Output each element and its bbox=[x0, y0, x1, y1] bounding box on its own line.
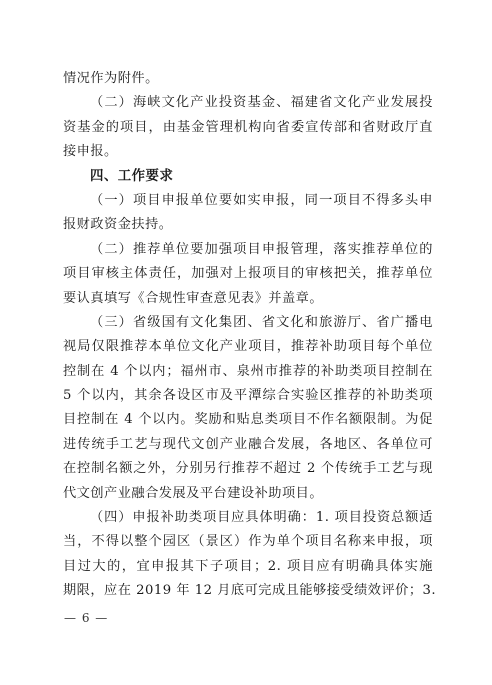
paragraph-line: 要认真填写《合规性审查意见表》并盖章。 bbox=[63, 290, 324, 306]
paragraph-line: 目控制在 4 个以内。奖励和贴息类项目不作名额限制。为促 bbox=[63, 412, 433, 428]
paragraph-line: （三）省级国有文化集团、省文化和旅游厅、省广播电 bbox=[90, 314, 433, 330]
paragraph-line: 情况作为附件。 bbox=[63, 71, 159, 86]
paragraph-line: 控制在 4 个以内；福州市、泉州市推荐的补助类项目控制在 bbox=[63, 363, 433, 379]
paragraph-line: 期限，应在 2019 年 12 月底可完成且能够接受绩效评价；3. bbox=[63, 583, 437, 599]
document-body bbox=[63, 67, 437, 604]
paragraph-line: 5 个以内，其余各设区市及平潭综合实验区推荐的补助类项 bbox=[63, 388, 433, 404]
paragraph-line: 视局仅限推荐本单位文化产业项目，推荐补助项目每个单位 bbox=[63, 339, 433, 355]
paragraph-line: 当，不得以整个园区（景区）作为单个项目名称来申报，项 bbox=[63, 534, 433, 550]
paragraph-line: 进传统手工艺与现代文创产业融合发展，各地区、各单位可 bbox=[63, 436, 433, 452]
section-heading: 四、工作要求 bbox=[90, 168, 174, 184]
paragraph-line: 项目审核主体责任，加强对上报项目的审核把关，推荐单位 bbox=[63, 266, 433, 282]
paragraph-line: 资基金的项目，由基金管理机构向省委宣传部和省财政厅直 bbox=[63, 119, 433, 135]
paragraph-line: 在控制名额之外，分别另行推荐不超过 2 个传统手工艺与现 bbox=[63, 461, 433, 477]
paragraph-line: （二）推荐单位要加强项目申报管理，落实推荐单位的 bbox=[90, 241, 433, 257]
paragraph-line: （四）申报补助类项目应具体明确：1. 项目投资总额适 bbox=[90, 510, 433, 526]
paragraph-line: （二）海峡文化产业投资基金、福建省文化产业发展投 bbox=[90, 95, 433, 111]
paragraph-line: 报财政资金扶持。 bbox=[63, 217, 173, 233]
page-number: — 6 — bbox=[64, 611, 109, 625]
paragraph-line: （一）项目申报单位要如实申报，同一项目不得多头申 bbox=[90, 192, 433, 208]
paragraph-line: 接申报。 bbox=[63, 144, 118, 160]
paragraph-line: 目过大的，宜申报其下子项目；2. 项目应有明确具体实施 bbox=[63, 558, 433, 574]
paragraph-line: 代文创产业融合发展及平台建设补助项目。 bbox=[63, 485, 324, 501]
